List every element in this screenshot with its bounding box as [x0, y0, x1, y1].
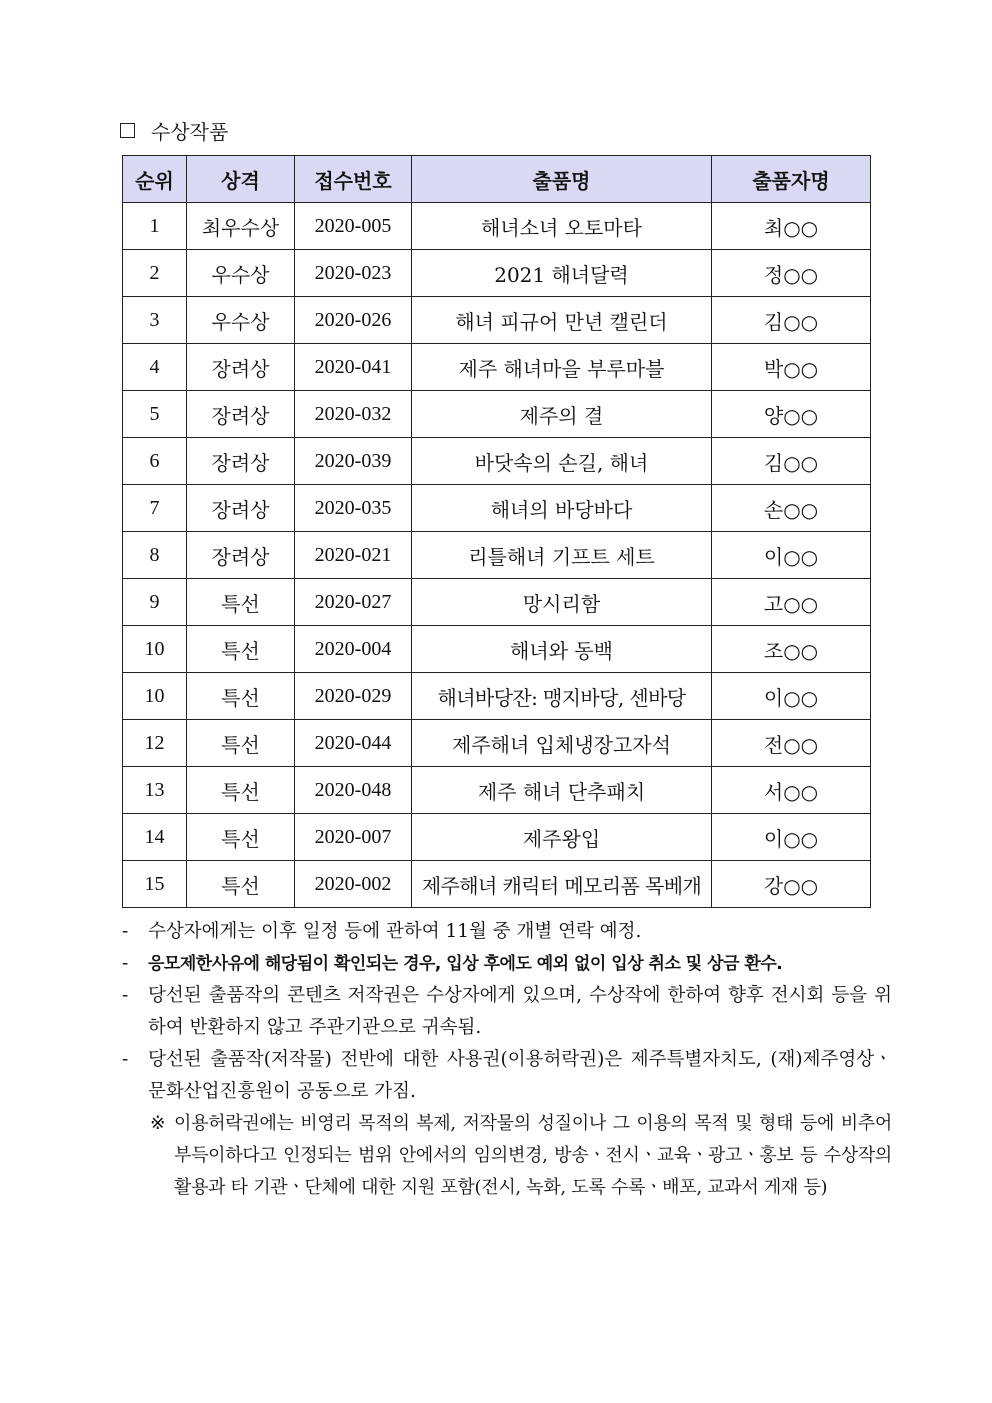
- rank-cell: 4: [123, 344, 187, 391]
- rank-cell: 9: [123, 579, 187, 626]
- table-row: [123, 814, 871, 861]
- table-row: [123, 344, 871, 391]
- entry-title-cell: 2021 해녀달력: [412, 250, 712, 297]
- rank-cell: 13: [123, 767, 187, 814]
- entry-title-cell: 해녀소녀 오토마타: [412, 203, 712, 250]
- table-row: [123, 720, 871, 767]
- rank-cell: 3: [123, 297, 187, 344]
- entry-title-cell: 바닷속의 손길, 해녀: [412, 438, 712, 485]
- entry-number-cell: 2020-027: [295, 579, 412, 626]
- table-row: [123, 485, 871, 532]
- entry-number-cell: 2020-021: [295, 532, 412, 579]
- author-cell: 이○○: [712, 532, 871, 579]
- award-cell: 특선: [187, 861, 295, 908]
- entry-title-cell: 제주 해녀 단추패치: [412, 767, 712, 814]
- header-entry-title: 출품명: [412, 156, 712, 203]
- rank-cell: 8: [123, 532, 187, 579]
- entry-title-cell: 제주의 결: [412, 391, 712, 438]
- rank-cell: 5: [123, 391, 187, 438]
- author-cell: 박○○: [712, 344, 871, 391]
- entry-title-cell: 해녀의 바당바다: [412, 485, 712, 532]
- entry-number-cell: 2020-041: [295, 344, 412, 391]
- entry-number-cell: 2020-029: [295, 673, 412, 720]
- award-cell: 장려상: [187, 438, 295, 485]
- entry-title-cell: 제주왕입: [412, 814, 712, 861]
- entry-title-cell: 망시리함: [412, 579, 712, 626]
- author-cell: 양○○: [712, 391, 871, 438]
- table-row: [123, 250, 871, 297]
- note-text: 응모제한사유에 해당됨이 확인되는 경우, 입상 후에도 예외 없이 입상 취소 및 상금 환수.: [148, 954, 783, 974]
- table-header-row: [123, 156, 871, 203]
- award-cell: 특선: [187, 720, 295, 767]
- rank-cell: 15: [123, 861, 187, 908]
- table-row: [123, 626, 871, 673]
- note-text: 당선된 출품작(저작물) 전반에 대한 사용권(이용허락권)은 제주특별자치도, (재)제주영상ㆍ문화산업진흥원이 공동으로 가짐.: [148, 1049, 892, 1102]
- table-row: [123, 438, 871, 485]
- note-dash: -: [122, 985, 129, 1006]
- note-dash: -: [122, 1049, 129, 1070]
- table-row: [123, 861, 871, 908]
- rank-cell: 1: [123, 203, 187, 250]
- reference-mark-icon: ※: [150, 1113, 166, 1134]
- entry-title-cell: 리틀해녀 기프트 세트: [412, 532, 712, 579]
- awards-table: [122, 155, 871, 908]
- entry-title-cell: 해녀와 동백: [412, 626, 712, 673]
- author-cell: 최○○: [712, 203, 871, 250]
- author-cell: 김○○: [712, 438, 871, 485]
- entry-number-cell: 2020-007: [295, 814, 412, 861]
- note-item-emphasis: [122, 948, 892, 980]
- award-cell: 장려상: [187, 391, 295, 438]
- award-cell: 장려상: [187, 485, 295, 532]
- note-text: 당선된 출품작의 콘텐츠 저작권은 수상자에게 있으며, 수상작에 한하여 향후 전시회 등을 위하여 반환하지 않고 주관기관으로 귀속됨.: [148, 985, 892, 1038]
- author-cell: 서○○: [712, 767, 871, 814]
- table-row: [123, 532, 871, 579]
- header-entry-number: 접수번호: [295, 156, 412, 203]
- rank-cell: 12: [123, 720, 187, 767]
- rank-cell: 7: [123, 485, 187, 532]
- remark-item: [122, 1108, 892, 1204]
- award-cell: 특선: [187, 579, 295, 626]
- entry-number-cell: 2020-002: [295, 861, 412, 908]
- notes-section: [122, 916, 892, 1204]
- author-cell: 김○○: [712, 297, 871, 344]
- table-row: [123, 767, 871, 814]
- entry-number-cell: 2020-035: [295, 485, 412, 532]
- table-row: [123, 673, 871, 720]
- author-cell: 이○○: [712, 673, 871, 720]
- author-cell: 고○○: [712, 579, 871, 626]
- author-cell: 전○○: [712, 720, 871, 767]
- note-item: [122, 980, 892, 1044]
- table-row: [123, 391, 871, 438]
- rank-cell: 2: [123, 250, 187, 297]
- note-text: 수상자에게는 이후 일정 등에 관하여 11월 중 개별 연락 예정.: [148, 921, 642, 942]
- note-item: [122, 916, 892, 948]
- award-cell: 특선: [187, 626, 295, 673]
- award-cell: 특선: [187, 814, 295, 861]
- note-dash: -: [122, 953, 129, 974]
- remark-text: 이용허락권에는 비영리 목적의 복제, 저작물의 성질이나 그 이용의 목적 및 형태 등에 비추어 부득이하다고 인정되는 범위 안에서의 임의변경, 방송ㆍ전시ㆍ교육ㆍ광고ㆍ홍보 등 수상작의 활용과 타 기관ㆍ단체에 대한 지원 포함(전시, 녹화, 도록 수록ㆍ배포, 교과서 게재 등): [174, 1113, 892, 1198]
- entry-number-cell: 2020-032: [295, 391, 412, 438]
- author-cell: 강○○: [712, 861, 871, 908]
- author-cell: 조○○: [712, 626, 871, 673]
- header-award: 상격: [187, 156, 295, 203]
- entry-number-cell: 2020-005: [295, 203, 412, 250]
- entry-number-cell: 2020-039: [295, 438, 412, 485]
- award-cell: 우수상: [187, 250, 295, 297]
- award-cell: 최우수상: [187, 203, 295, 250]
- entry-number-cell: 2020-048: [295, 767, 412, 814]
- entry-number-cell: 2020-004: [295, 626, 412, 673]
- rank-cell: 10: [123, 673, 187, 720]
- note-item: [122, 1044, 892, 1108]
- entry-title-cell: 해녀바당잔: 맹지바당, 센바당: [412, 673, 712, 720]
- header-author: 출품자명: [712, 156, 871, 203]
- entry-number-cell: 2020-023: [295, 250, 412, 297]
- award-cell: 장려상: [187, 344, 295, 391]
- award-cell: 우수상: [187, 297, 295, 344]
- entry-title-cell: 해녀 피규어 만년 캘린더: [412, 297, 712, 344]
- rank-cell: 10: [123, 626, 187, 673]
- author-cell: 정○○: [712, 250, 871, 297]
- header-rank: 순위: [123, 156, 187, 203]
- entry-title-cell: 제주해녀 캐릭터 메모리폼 목베개: [412, 861, 712, 908]
- table-row: [123, 579, 871, 626]
- entry-title-cell: 제주 해녀마을 부루마블: [412, 344, 712, 391]
- entry-number-cell: 2020-026: [295, 297, 412, 344]
- author-cell: 손○○: [712, 485, 871, 532]
- award-cell: 특선: [187, 767, 295, 814]
- table-row: [123, 297, 871, 344]
- checkbox-square-icon: [120, 123, 135, 138]
- award-cell: 특선: [187, 673, 295, 720]
- section-heading: [120, 116, 228, 144]
- note-dash: -: [122, 921, 129, 942]
- rank-cell: 14: [123, 814, 187, 861]
- section-title: 수상작품: [151, 119, 229, 144]
- entry-number-cell: 2020-044: [295, 720, 412, 767]
- author-cell: 이○○: [712, 814, 871, 861]
- entry-title-cell: 제주해녀 입체냉장고자석: [412, 720, 712, 767]
- table-row: [123, 203, 871, 250]
- award-cell: 장려상: [187, 532, 295, 579]
- rank-cell: 6: [123, 438, 187, 485]
